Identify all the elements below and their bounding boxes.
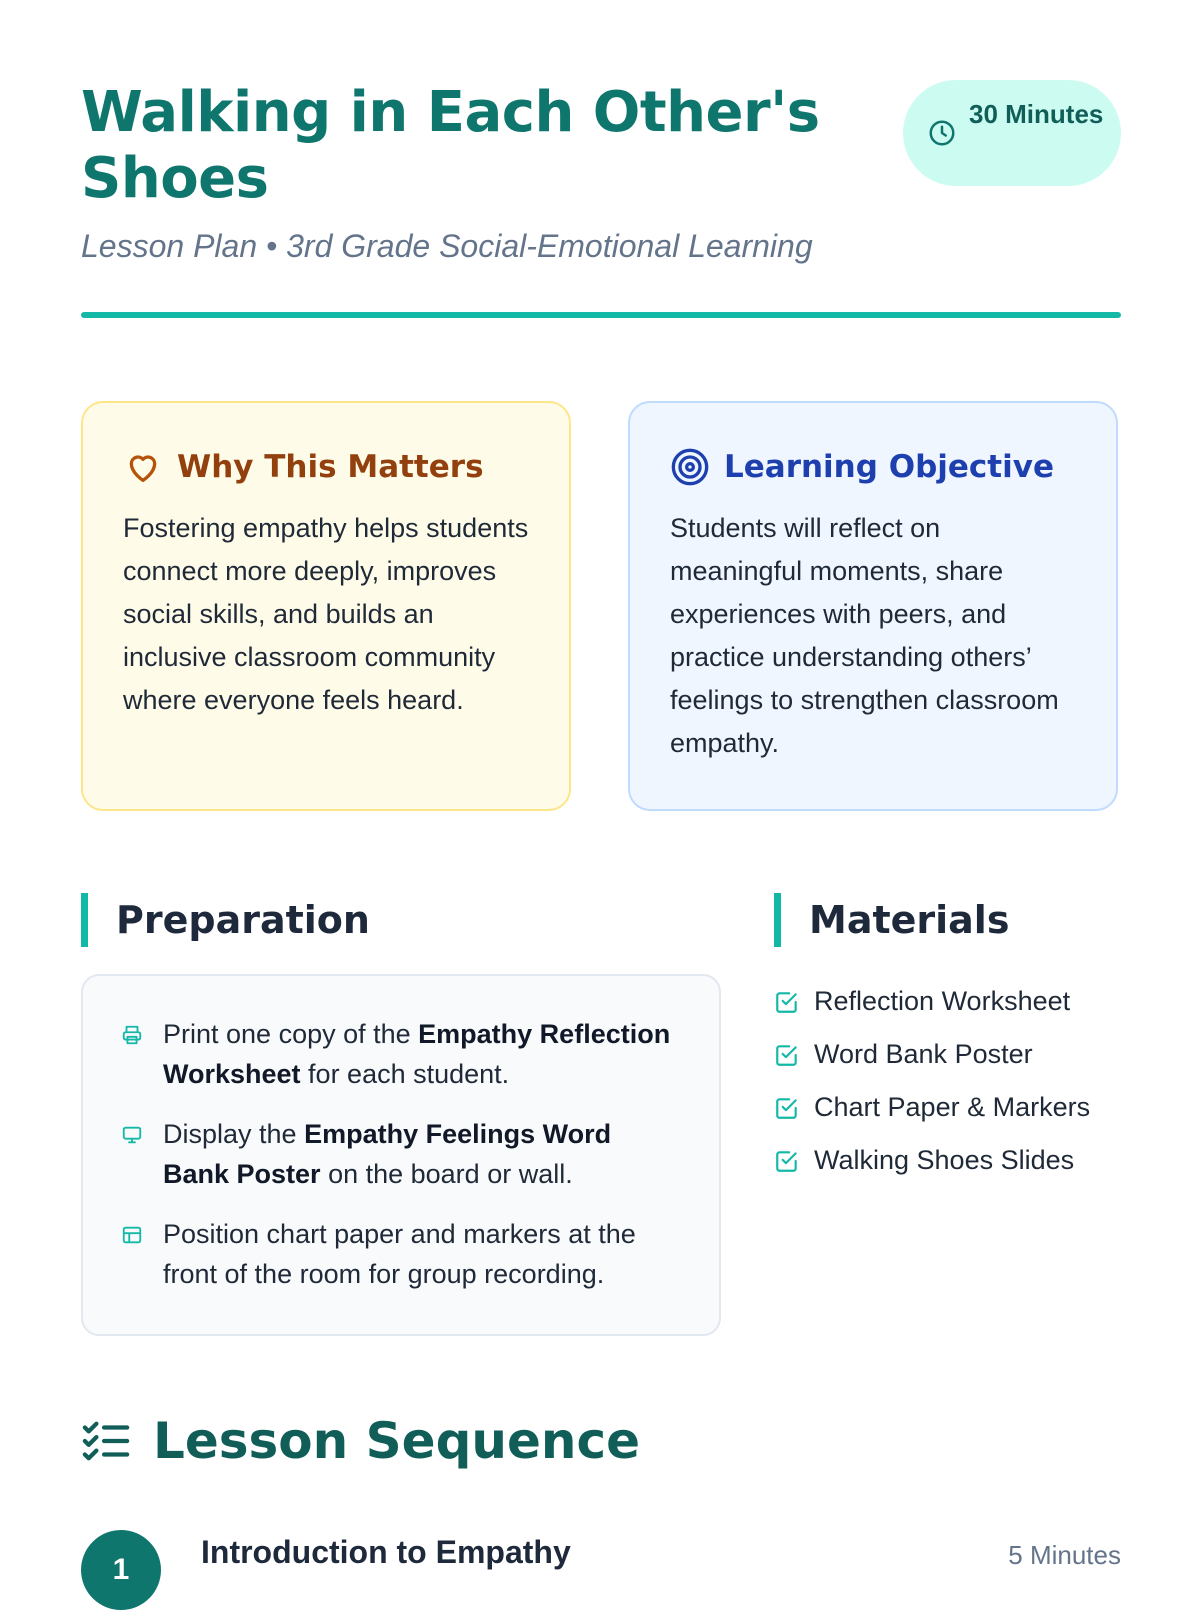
materials-heading: Materials [774,893,1009,947]
objective-title: Learning Objective [724,449,1054,485]
preparation-item [121,1114,679,1194]
preparation-item [121,1214,679,1294]
why-this-matters-card [81,401,571,811]
printer-icon [121,1024,143,1046]
table-icon [121,1224,143,1246]
objective-body: Students will reflect on meaningful moments, share experiences with peers, and practice understanding others’ feelings to strengthen classroom empathy. [670,513,1059,758]
page-subtitle: Lesson Plan • 3rd Grade Social-Emotional Learning [81,228,813,264]
clock-icon [927,118,957,148]
prep-text-2: Display the [163,1119,305,1149]
header-divider [81,312,1121,318]
lesson-sequence-title: Lesson Sequence [153,1412,641,1470]
duration-badge [903,80,1121,186]
monitor-icon [121,1124,143,1146]
step-number-badge: 1 [81,1530,161,1610]
sequence-step [81,1530,1121,1610]
materials-list [774,975,1121,1187]
learning-objective-card [628,401,1118,811]
checkbox-checked-icon [774,1148,800,1174]
checkbox-checked-icon [774,1042,800,1068]
material-item [774,1134,1121,1187]
preparation-list [81,974,721,1336]
duration-label: 30 Minutes [969,99,1104,129]
material-item [774,975,1121,1028]
material-item [774,1081,1121,1134]
checkbox-checked-icon [774,989,800,1015]
lesson-sequence-heading [81,1412,640,1470]
material-label: Walking Shoes Slides [814,1145,1075,1175]
prep-text-1b: for each student. [300,1059,510,1089]
prep-bold-2: Empathy Feelings Word Bank Poster [163,1119,612,1189]
step-title: Introduction to Empathy [201,1534,571,1570]
checkbox-checked-icon [774,1095,800,1121]
prep-text-3: Position chart paper and markers at the front of the room for group recording. [163,1219,636,1289]
prep-text-1: Print one copy of the [163,1019,419,1049]
step-duration: 5 Minutes [1008,1540,1121,1570]
prep-text-2b: on the board or wall. [320,1159,573,1189]
heart-icon [123,447,163,487]
lesson-header [81,80,1121,320]
why-body: Fostering empathy helps students connect more deeply, improves social skills, and builds an inclusive classroom community where everyone feels heard. [123,513,529,715]
material-label: Reflection Worksheet [814,986,1071,1016]
checklist-icon [81,1417,131,1465]
page-title: Walking in Each Other's Shoes [81,80,820,211]
material-label: Word Bank Poster [814,1039,1033,1069]
preparation-heading: Preparation [81,893,370,947]
target-icon [670,447,710,487]
material-item [774,1028,1121,1081]
why-title: Why This Matters [177,449,484,485]
preparation-item [121,1014,679,1094]
material-label: Chart Paper & Markers [814,1092,1091,1122]
prep-bold-1: Empathy Reflection Worksheet [163,1019,671,1089]
